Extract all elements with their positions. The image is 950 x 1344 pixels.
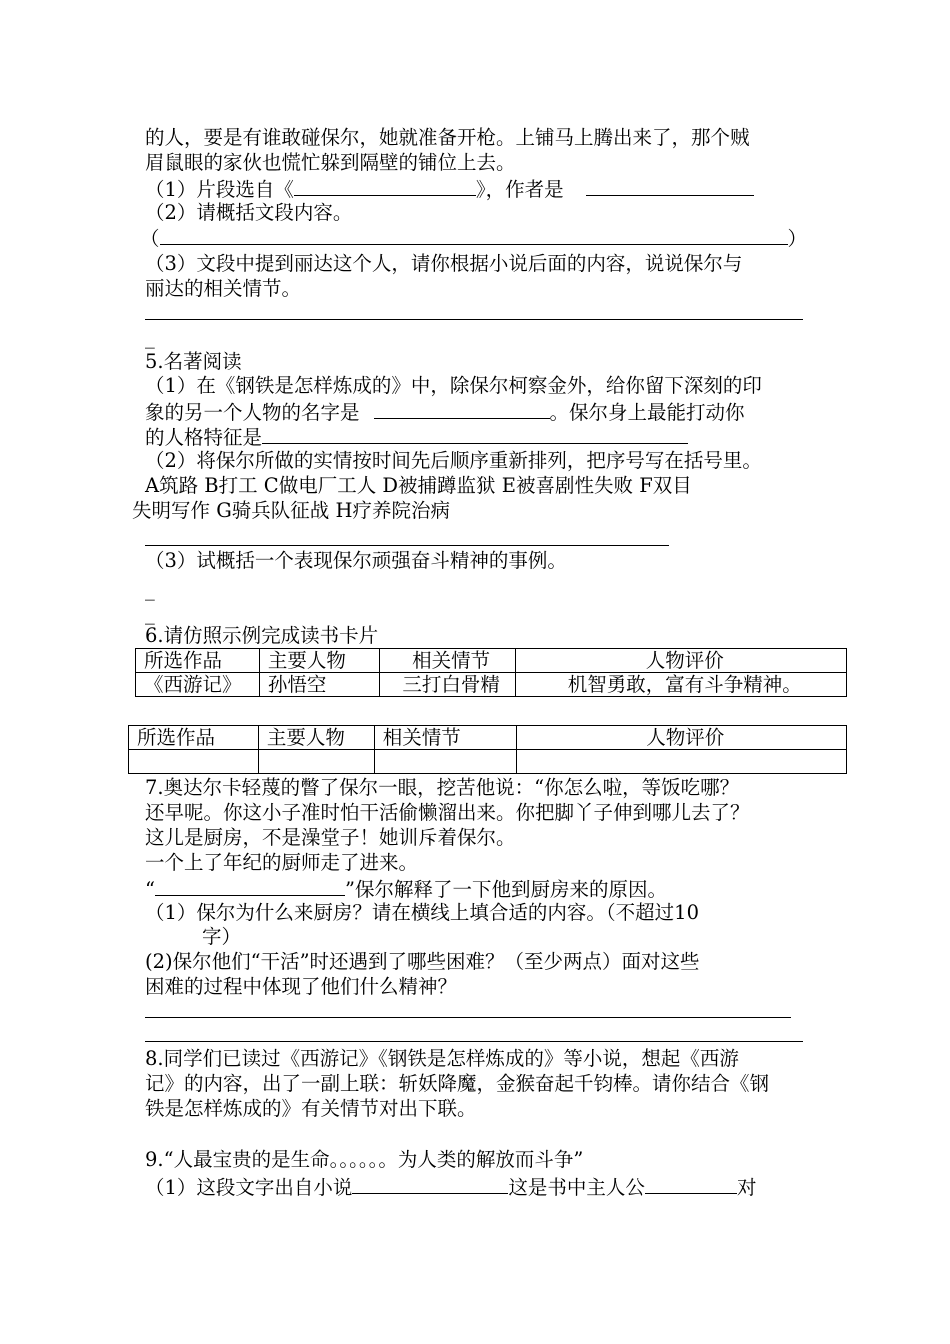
header-cell: 主要人物 — [259, 649, 379, 673]
q7-line: 这儿是厨房，不是澡堂子！她训斥着保尔。 — [145, 826, 516, 849]
q5-part1-text-c: 的人格特征是 — [145, 426, 263, 449]
table-cell: 孙悟空 — [259, 673, 379, 697]
header-cell: 人物评价 — [516, 726, 846, 750]
q7-part2-line: 困难的过程中体现了他们什么精神？ — [145, 975, 458, 998]
q9-part1-text-c: 对 — [736, 1176, 757, 1199]
q4-part1 — [145, 176, 754, 202]
summary-blank[interactable] — [160, 225, 788, 245]
q7-part2-line: (2)保尔他们“干活”时还遇到了哪些困难？（至少两点）面对这些 — [145, 950, 700, 973]
q5-part1-text-a: 象的另一个人物的名字是 — [145, 401, 360, 424]
table-row — [136, 673, 847, 697]
table-row — [129, 750, 847, 774]
q4-part2-answer — [140, 225, 807, 251]
answer-cell[interactable] — [374, 750, 516, 774]
q6-title: 6.请仿照示例完成读书卡片 — [145, 624, 379, 647]
table-row — [129, 726, 847, 750]
answer-dash: _ — [145, 326, 155, 349]
header-cell: 主要人物 — [258, 726, 374, 750]
answer-dash: _ — [145, 602, 155, 625]
table-row — [136, 649, 847, 673]
reason-blank[interactable] — [155, 876, 345, 896]
q8-line: 8.同学们已读过《西游记》《钢铁是怎样炼成的》等小说，想起《西游 — [145, 1047, 739, 1070]
answer-cell[interactable] — [258, 750, 374, 774]
book-title-blank[interactable] — [294, 176, 476, 196]
q7-line: 一个上了年纪的厨师走了进来。 — [145, 851, 419, 874]
table-cell: 三打白骨精 — [379, 673, 515, 697]
q5-part2-line: 失明写作 G骑兵队征战 H疗养院治病 — [132, 499, 450, 522]
q7-part1-line: （1）保尔为什么来厨房？请在横线上填合适的内容。（不超过10 — [145, 901, 699, 924]
header-cell: 相关情节 — [379, 649, 515, 673]
table-cell: 《西游记》 — [136, 673, 260, 697]
q4-part1-text-b: 》，作者是 — [475, 178, 564, 201]
header-cell: 相关情节 — [374, 726, 516, 750]
q5-part2-line: A筑路 B打工 C做电厂工人 D被捕蹲监狱 E被喜剧性失败 F双目 — [145, 474, 692, 497]
trait-blank[interactable] — [262, 424, 688, 444]
header-cell: 所选作品 — [136, 649, 260, 673]
q4-part2: （2）请概括文段内容。 — [145, 201, 353, 224]
passage-line: 眉鼠眼的家伙也慌忙躲到隔壁的铺位上去。 — [145, 151, 516, 174]
q5-part1-line — [145, 424, 688, 450]
character-name-blank[interactable] — [374, 399, 550, 419]
q9-part1 — [145, 1174, 756, 1200]
header-cell: 人物评价 — [515, 649, 847, 673]
q7-line: 还早呢。你这小子准时怕干活偷懒溜出来。你把脚丫子伸到哪儿去了？ — [145, 801, 750, 824]
open-quote: “ — [145, 878, 155, 901]
protagonist-blank[interactable] — [645, 1174, 737, 1194]
q5-title: 5.名著阅读 — [145, 350, 242, 373]
q8-line: 铁是怎样炼成的》有关情节对出下联。 — [145, 1097, 477, 1120]
q7-line: 7.奥达尔卡轻蔑的瞥了保尔一眼，挖苦他说：“你怎么啦，等饭吃哪？ — [145, 776, 740, 799]
novel-name-blank[interactable] — [352, 1174, 508, 1194]
answer-line[interactable] — [145, 1017, 791, 1018]
q9-part1-text-a: （1）这段文字出自小说 — [145, 1176, 353, 1199]
q5-part1-line — [145, 399, 745, 425]
passage-line: 的人，要是有谁敢碰保尔，她就准备开枪。上铺马上腾出来了，那个贼 — [145, 126, 750, 149]
answer-line[interactable] — [145, 319, 803, 320]
q5-part1-text-b: 。保尔身上最能打动你 — [549, 401, 745, 424]
answer-dash: _ — [145, 578, 155, 601]
q4-part3-line: （3）文段中提到丽达这个人，请你根据小说后面的内容，说说保尔与 — [145, 252, 743, 275]
answer-cell[interactable] — [129, 750, 259, 774]
q4-part1-text-a: （1）片段选自《 — [145, 178, 294, 201]
table-cell: 机智勇敢，富有斗争精神。 — [515, 673, 847, 697]
header-cell: 所选作品 — [129, 726, 259, 750]
q9-line: 9.“人最宝贵的是生命。。。。。。为人类的解放而斗争” — [145, 1148, 584, 1171]
close-paren: ） — [787, 227, 808, 250]
q5-part3: （3）试概括一个表现保尔顽强奋斗精神的事例。 — [145, 549, 567, 572]
answer-cell[interactable] — [516, 750, 846, 774]
answer-card-table — [128, 725, 847, 774]
q5-part2-line: （2）将保尔所做的实情按时间先后顺序重新排列，把序号写在括号里。 — [145, 449, 762, 472]
q5-part1-line: （1）在《钢铁是怎样炼成的》中，除保尔柯察金外，给你留下深刻的印 — [145, 374, 762, 397]
q7-part1-line: 字） — [202, 925, 242, 948]
q8-line: 记》的内容，出了一副上联：斩妖降魔，金猴奋起千钧棒。请你结合《钢 — [145, 1072, 770, 1095]
order-answer-line[interactable] — [145, 545, 669, 546]
answer-line[interactable] — [145, 1041, 803, 1042]
example-card-table — [135, 648, 847, 697]
open-paren: （ — [140, 227, 160, 250]
q9-part1-text-b: 这是书中主人公 — [508, 1176, 645, 1199]
q4-part3-line: 丽达的相关情节。 — [145, 277, 302, 300]
q7-line — [145, 876, 667, 902]
q7-line-text: ”保尔解释了一下他到厨房来的原因。 — [344, 878, 667, 901]
author-blank[interactable] — [586, 176, 754, 196]
